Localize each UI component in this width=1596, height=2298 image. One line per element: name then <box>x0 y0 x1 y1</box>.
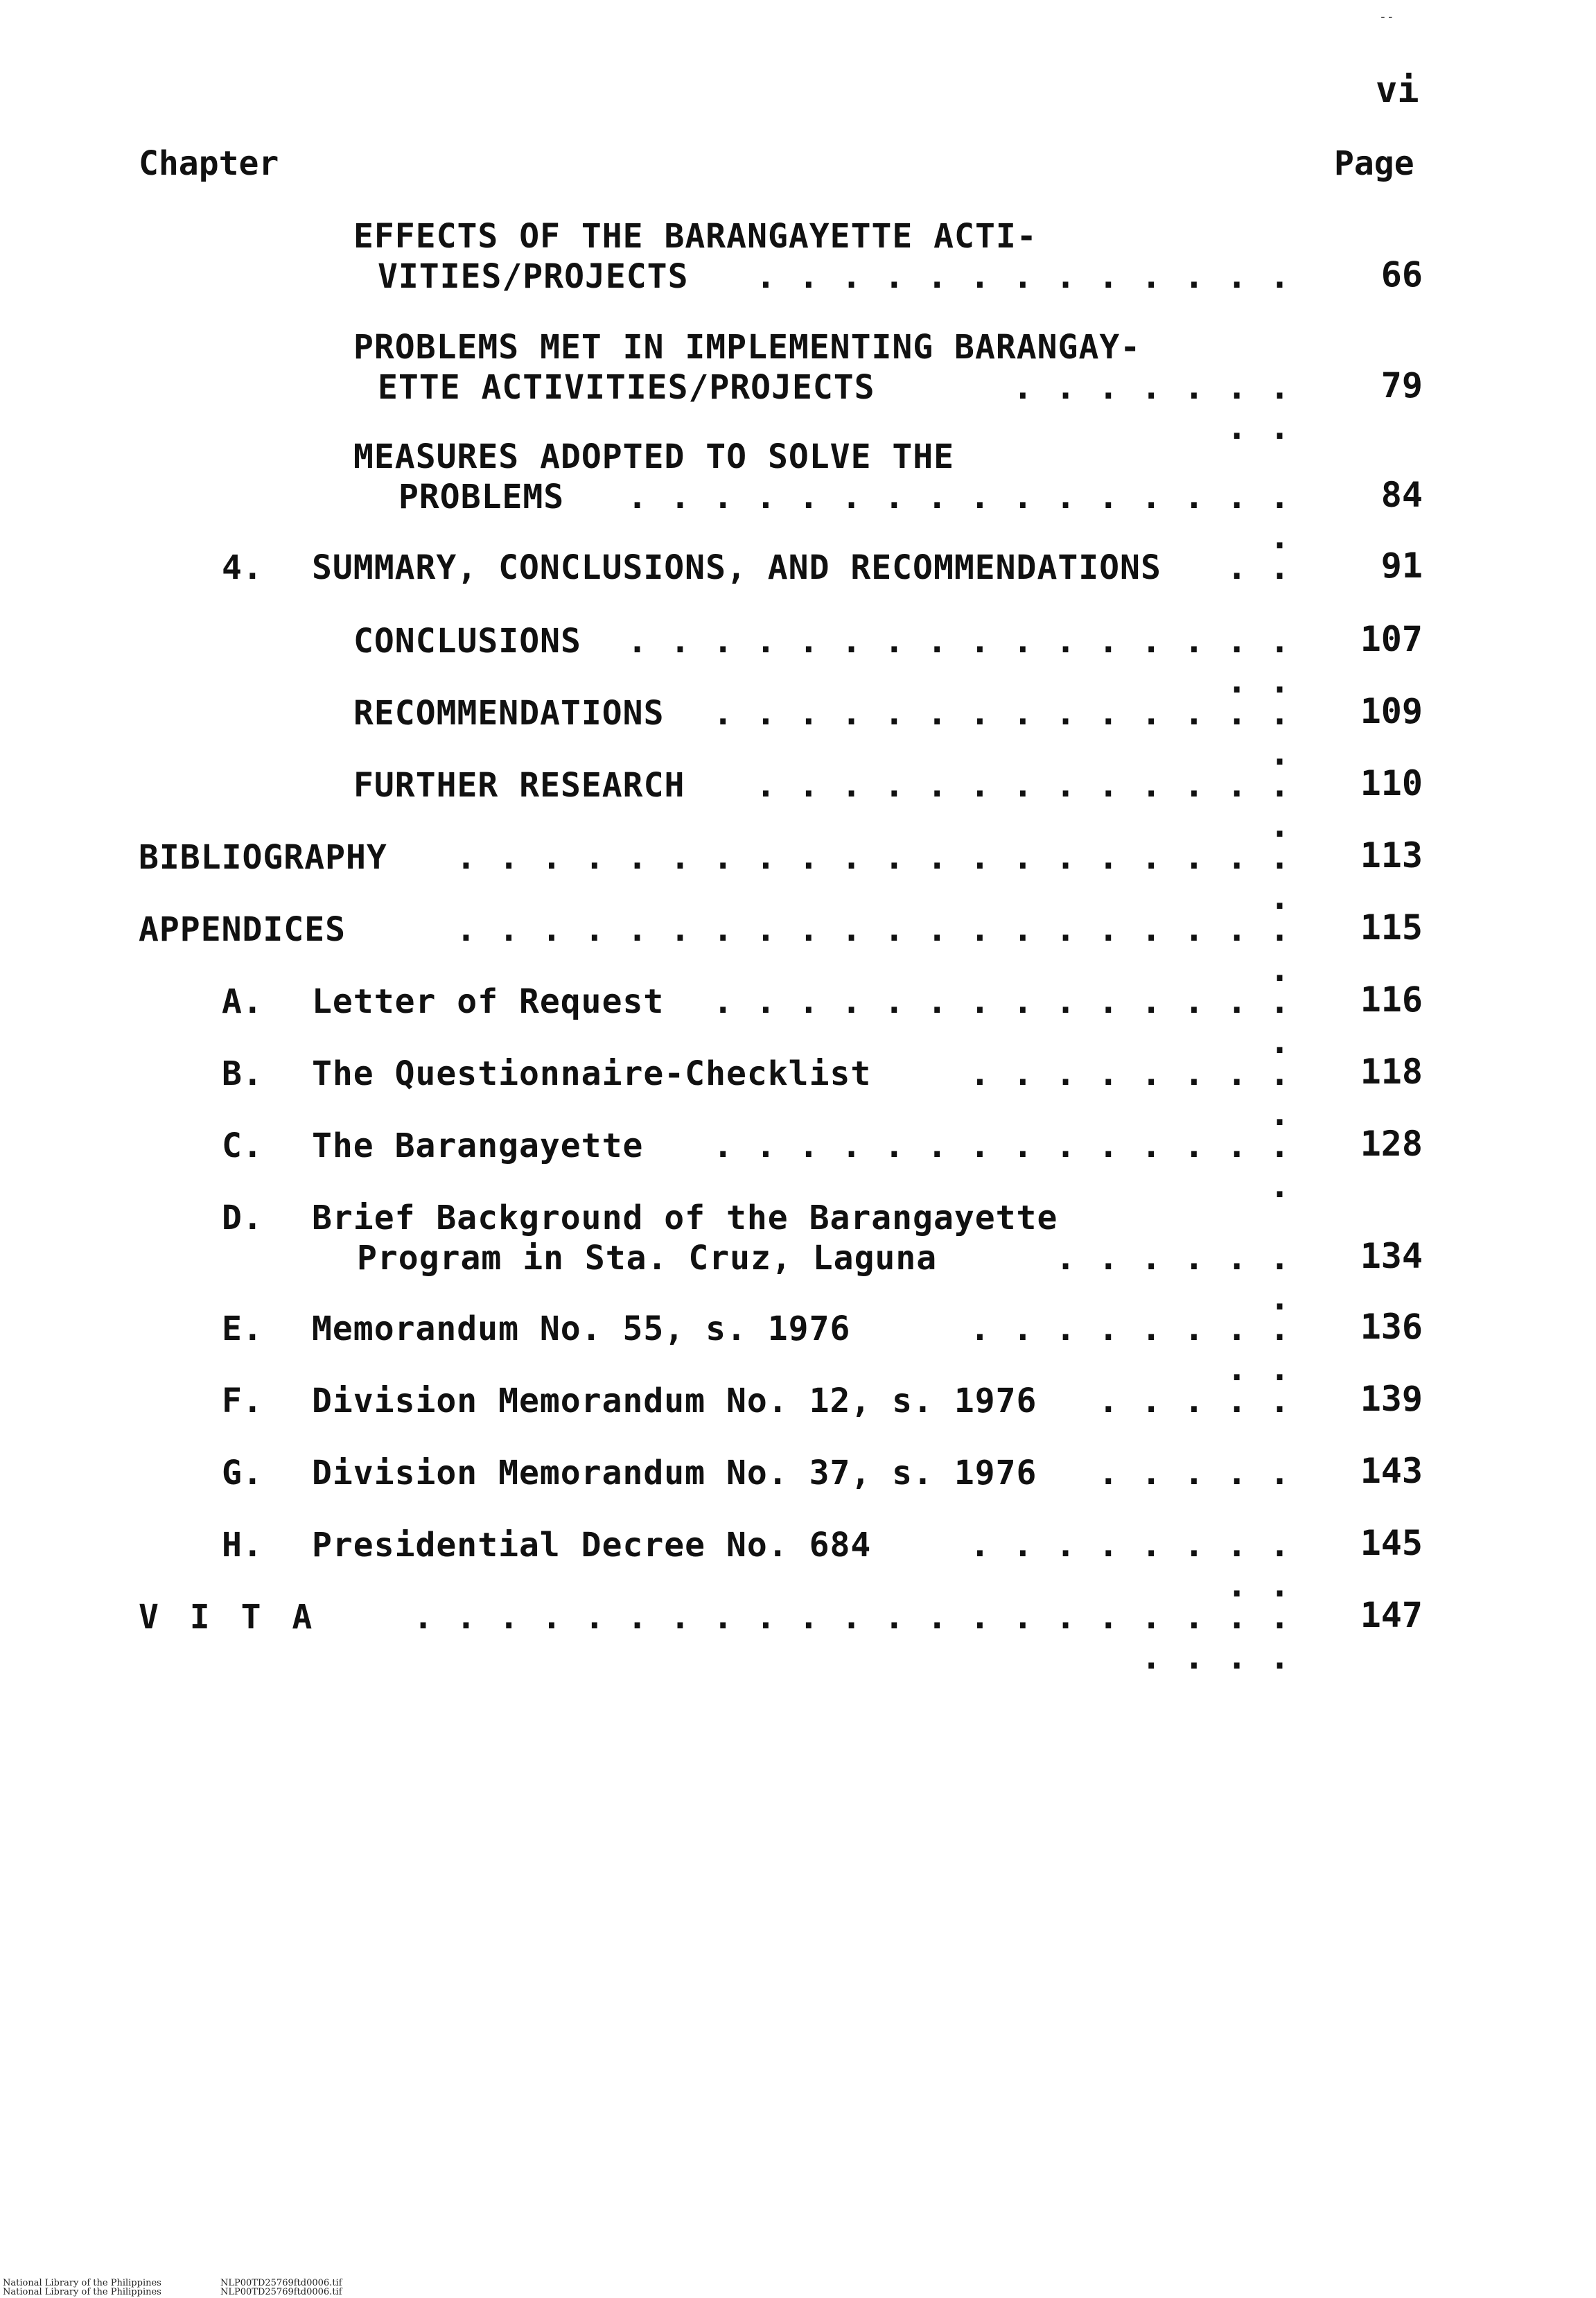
entry-line: ETTE ACTIVITIES/PROJECTS <box>378 368 875 407</box>
entry-line: Brief Background of the Barangayette <box>312 1199 1058 1237</box>
entry-page: 84 <box>1380 475 1423 515</box>
dot-leader: . . . . . . . . . . . . . . . . . . <box>627 622 1291 701</box>
appendix-letter: D. <box>222 1199 263 1237</box>
entry-page: 139 <box>1360 1379 1423 1419</box>
entry-page: 113 <box>1360 835 1423 876</box>
entry-line: VITIES/PROJECTS <box>378 257 689 296</box>
entry-page: 136 <box>1360 1307 1423 1347</box>
entry-line: FURTHER RESEARCH <box>353 766 685 805</box>
dot-leader: . . . . . . . . . . . . . . . <box>712 1126 1291 1205</box>
dot-leader: . . . . . . . . . . . . . . . . . . . . . <box>455 910 1291 989</box>
dot-leader: . . . . . . . . . . . . . . <box>755 766 1291 845</box>
dot-leader: . . . . . . . . . . . . . . . <box>712 982 1291 1061</box>
dot-leader: . . . . . <box>1098 1454 1291 1492</box>
dot-leader: . . . . . . . <box>1055 1239 1291 1318</box>
page-header: Page <box>1334 144 1414 183</box>
entry-page: 91 <box>1380 546 1423 586</box>
chapter-header: Chapter <box>139 144 279 183</box>
appendix-letter: E. <box>222 1309 263 1348</box>
appendix-letter: B. <box>222 1054 263 1093</box>
dot-leader: . . . . . . . . . . . . . . . . . . . . . . . . . <box>413 1598 1291 1677</box>
dot-leader: . . <box>1227 548 1291 587</box>
entry-line: RECOMMENDATIONS <box>353 694 665 733</box>
chapter-number: 4. <box>222 548 263 587</box>
dot-leader: . . . . . . . . . . . . . <box>755 257 1291 296</box>
entry-page: 79 <box>1380 365 1423 406</box>
dot-leader: . . . . . . . . . <box>1012 368 1291 447</box>
entry-line: BIBLIOGRAPHY <box>139 838 387 877</box>
entry-page: 110 <box>1360 763 1423 803</box>
entry-line: Division Memorandum No. 12, s. 1976 <box>312 1382 1037 1420</box>
dot-leader: . . . . . . . . . . . . . . . <box>712 694 1291 773</box>
appendix-letter: F. <box>222 1382 263 1420</box>
entry-page: 115 <box>1360 907 1423 948</box>
entry-page: 143 <box>1360 1451 1423 1491</box>
dot-leader: . . . . . . . . . . . . . . . . . . . . . <box>455 838 1291 917</box>
appendix-letter: G. <box>222 1454 263 1492</box>
corner-mark: -- <box>1379 10 1394 24</box>
footer-library-line-2: National Library of the Philippines <box>3 2287 161 2297</box>
entry-line: Program in Sta. Cruz, Laguna <box>357 1239 938 1278</box>
entry-page: 134 <box>1360 1236 1423 1276</box>
dot-leader: . . . . . . . . . . <box>970 1309 1291 1389</box>
entry-page: 118 <box>1360 1052 1423 1092</box>
entry-line: CONCLUSIONS <box>353 622 581 661</box>
dot-leader: . . . . . . . . . . <box>970 1526 1291 1605</box>
entry-line: V I T A <box>139 1598 318 1637</box>
entry-page: 128 <box>1360 1124 1423 1164</box>
entry-line: PROBLEMS <box>398 478 565 516</box>
appendix-letter: H. <box>222 1526 263 1565</box>
entry-page: 66 <box>1380 254 1423 295</box>
entry-page: 109 <box>1360 691 1423 731</box>
entry-line: SUMMARY, CONCLUSIONS, AND RECOMMENDATIONS <box>312 548 1161 587</box>
dot-leader: . . . . . . . . . . . . . . . . . <box>627 478 1291 557</box>
entry-line: MEASURES ADOPTED TO SOLVE THE <box>353 437 955 476</box>
appendix-letter: A. <box>222 982 263 1021</box>
entry-line: PROBLEMS MET IN IMPLEMENTING BARANGAY- <box>353 328 1141 367</box>
footer-library-line-1: National Library of the Philippines <box>3 2278 161 2288</box>
page-number: vi <box>1376 69 1419 111</box>
entry-line: Division Memorandum No. 37, s. 1976 <box>312 1454 1037 1492</box>
entry-page: 145 <box>1360 1523 1423 1563</box>
entry-page: 107 <box>1360 619 1423 659</box>
entry-line: Letter of Request <box>312 982 665 1021</box>
appendix-letter: C. <box>222 1126 263 1165</box>
entry-line: The Questionnaire-Checklist <box>312 1054 872 1093</box>
footer-file-line-2: NLP00TD25769ftd0006.tif <box>220 2287 342 2297</box>
entry-line: Presidential Decree No. 684 <box>312 1526 872 1565</box>
dot-leader: . . . . . <box>1098 1382 1291 1420</box>
entry-line: EFFECTS OF THE BARANGAYETTE ACTI- <box>353 217 1037 256</box>
entry-line: Memorandum No. 55, s. 1976 <box>312 1309 851 1348</box>
entry-line: APPENDICES <box>139 910 346 949</box>
entry-page: 116 <box>1360 980 1423 1020</box>
footer-file-line-1: NLP00TD25769ftd0006.tif <box>220 2278 342 2288</box>
entry-page: 147 <box>1360 1595 1423 1635</box>
dot-leader: . . . . . . . . . <box>970 1054 1291 1133</box>
entry-line: The Barangayette <box>312 1126 644 1165</box>
